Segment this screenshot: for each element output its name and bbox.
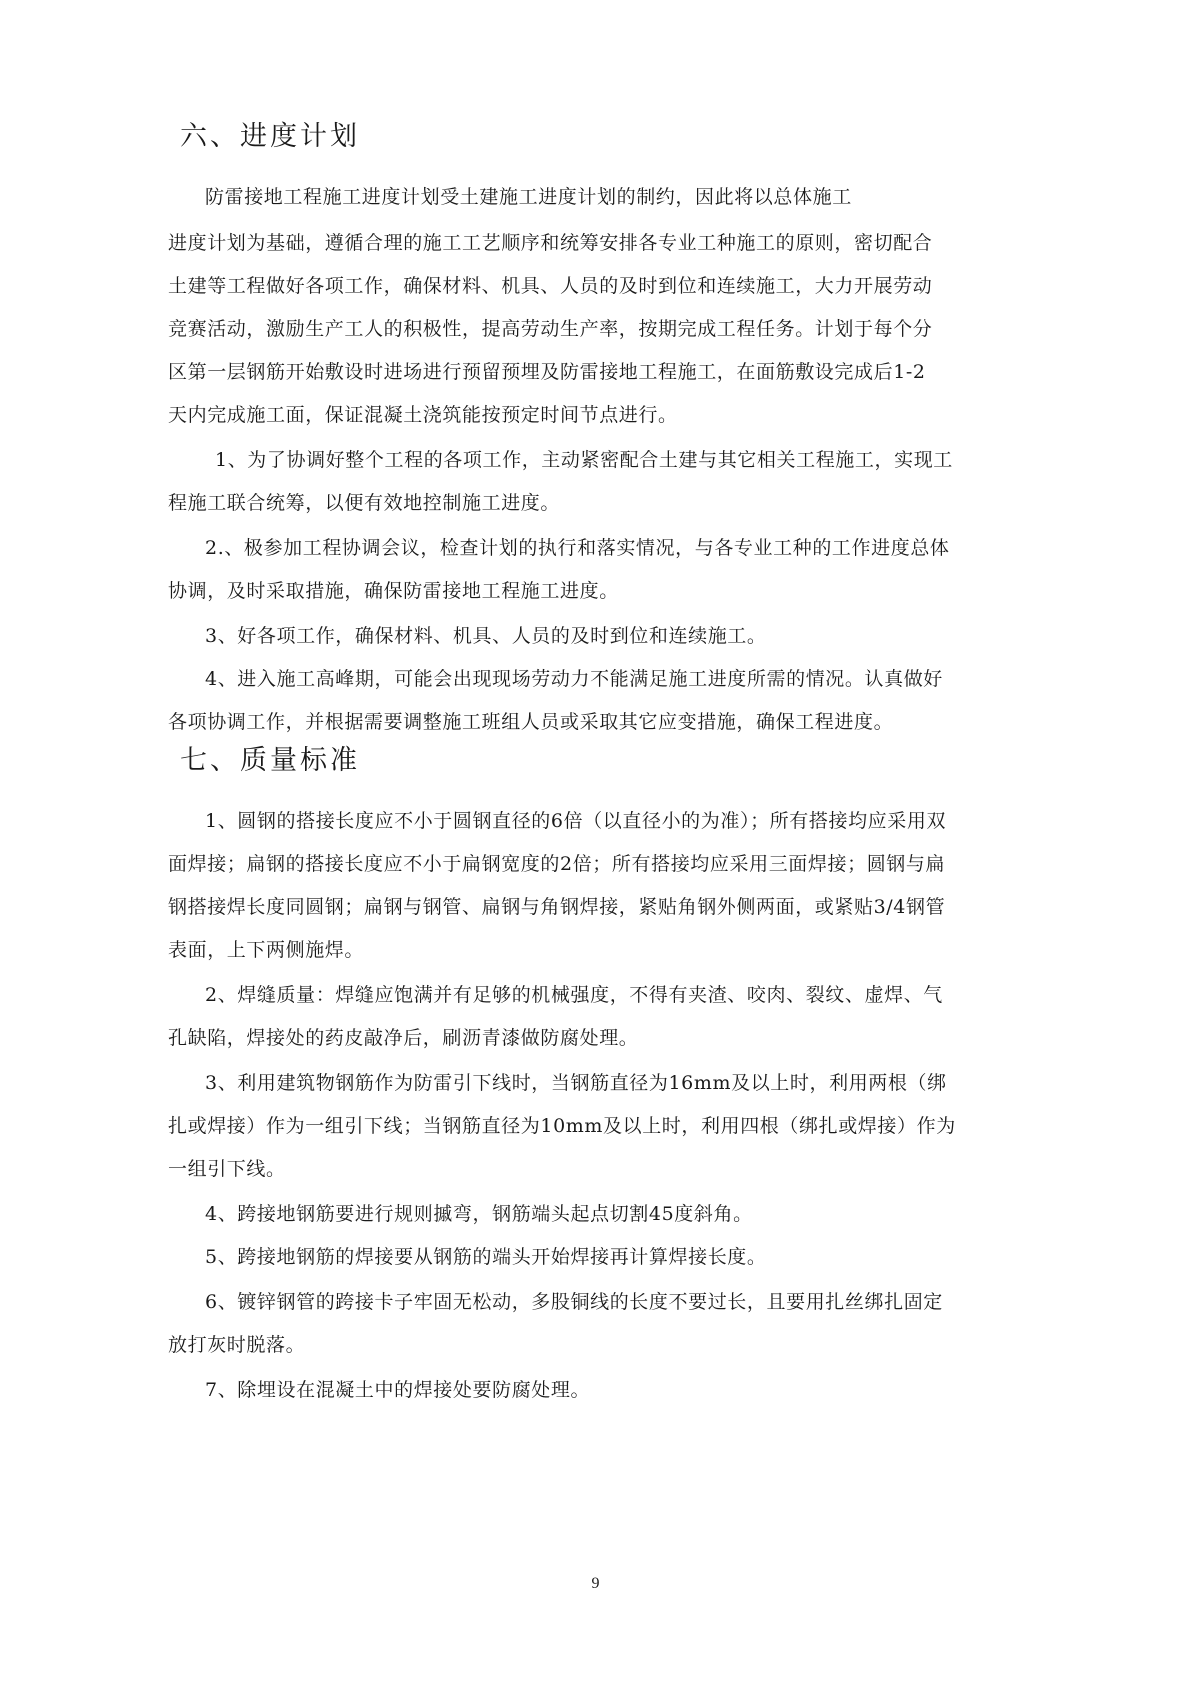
paragraph-line: 5、跨接地钢筋的焊接要从钢筋的端头开始焊接再计算焊接长度。 (205, 1246, 767, 1268)
paragraph-line: 钢搭接焊长度同圆钢；扁钢与钢管、扁钢与角钢焊接，紧贴角钢外侧两面，或紧贴3/4钢管 (168, 896, 946, 918)
paragraph-line: 孔缺陷，焊接处的药皮敲净后，刷沥青漆做防腐处理。 (168, 1027, 639, 1049)
paragraph-line: 竞赛活动，激励生产工人的积极性，提高劳动生产率，按期完成工程任务。计划于每个分 (168, 318, 933, 340)
paragraph-line: 放打灰时脱落。 (168, 1334, 306, 1356)
paragraph-line: 1、为了协调好整个工程的各项工作，主动紧密配合土建与其它相关工程施工，实现工 (215, 449, 953, 471)
paragraph-line: 2.、极参加工程协调会议，检查计划的执行和落实情况，与各专业工种的工作进度总体 (205, 537, 950, 559)
paragraph-line: 各项协调工作，并根据需要调整施工班组人员或采取其它应变措施，确保工程进度。 (168, 711, 894, 733)
paragraph-line: 1、圆钢的搭接长度应不小于圆钢直径的6倍（以直径小的为准）；所有搭接均应采用双 (205, 810, 947, 832)
paragraph-line: 7、除埋设在混凝土中的焊接处要防腐处理。 (205, 1379, 591, 1401)
paragraph-line: 一组引下线。 (168, 1158, 286, 1180)
paragraph-line: 区第一层钢筋开始敷设时进场进行预留预埋及防雷接地工程施工，在面筋敷设完成后1-2 (168, 361, 926, 383)
page-number: 9 (591, 1575, 600, 1592)
paragraph-line: 进度计划为基础，遵循合理的施工工艺顺序和统筹安排各专业工种施工的原则，密切配合 (168, 232, 933, 254)
paragraph-line: 土建等工程做好各项工作，确保材料、机具、人员的及时到位和连续施工，大力开展劳动 (168, 275, 933, 297)
paragraph-line: 天内完成施工面，保证混凝土浇筑能按预定时间节点进行。 (168, 404, 678, 426)
paragraph-line: 表面，上下两侧施焊。 (168, 939, 365, 961)
paragraph-line: 4、跨接地钢筋要进行规则摵弯，钢筋端头起点切割45度斜角。 (205, 1203, 753, 1225)
paragraph-line: 6、镀锌钢管的跨接卡子牢固无松动，多股铜线的长度不要过长，且要用扎丝绑扎固定 (205, 1291, 943, 1313)
section-heading-schedule: 六、进度计划 (180, 121, 360, 152)
paragraph-line: 3、利用建筑物钢筋作为防雷引下线时，当钢筋直径为16mm及以上时，利用两根（绑 (205, 1072, 947, 1094)
paragraph-line: 扎或焊接）作为一组引下线；当钢筋直径为10mm及以上时，利用四根（绑扎或焊接）作为 (168, 1115, 956, 1137)
paragraph-line: 面焊接；扁钢的搭接长度应不小于扁钢宽度的2倍；所有搭接均应采用三面焊接；圆钢与扁 (168, 853, 946, 875)
paragraph-line: 4、进入施工高峰期，可能会出现现场劳动力不能满足施工进度所需的情况。认真做好 (205, 668, 943, 690)
section-heading-quality: 七、质量标准 (180, 745, 360, 776)
paragraph-line: 2、焊缝质量：焊缝应饱满并有足够的机械强度，不得有夹渣、咬肉、裂纹、虚焊、气 (205, 984, 943, 1006)
paragraph-line: 程施工联合统筹，以便有效地控制施工进度。 (168, 492, 561, 514)
paragraph-line: 3、好各项工作，确保材料、机具、人员的及时到位和连续施工。 (205, 625, 767, 647)
paragraph-line: 防雷接地工程施工进度计划受土建施工进度计划的制约，因此将以总体施工 (205, 186, 852, 208)
paragraph-line: 协调，及时采取措施，确保防雷接地工程施工进度。 (168, 580, 619, 602)
